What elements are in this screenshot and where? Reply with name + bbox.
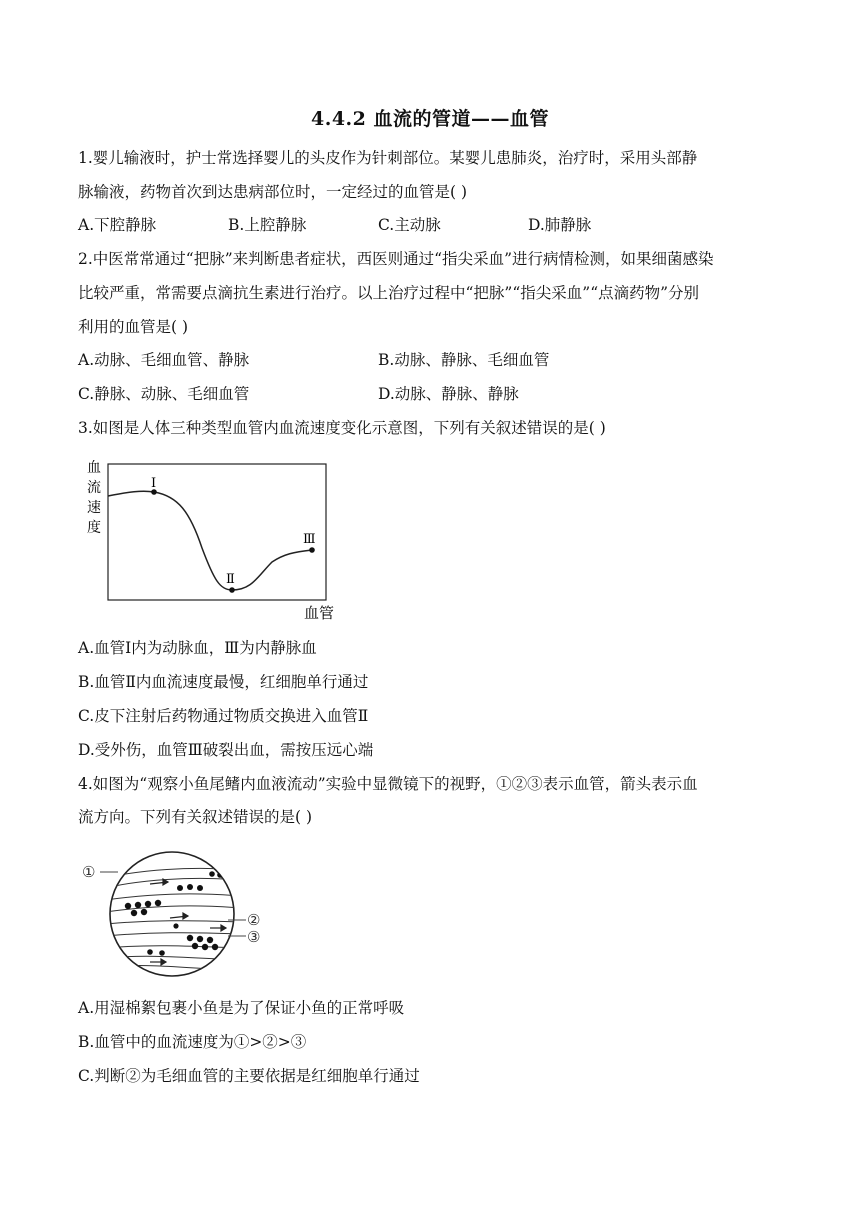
q1-option-b: B.上腔静脉 <box>228 216 307 234</box>
q1-option-d: D.肺静脉 <box>528 216 592 234</box>
point-ii <box>229 587 235 593</box>
q1-option-c: C.主动脉 <box>378 216 441 234</box>
speed-curve <box>108 491 312 590</box>
q3-option-a: A.血管Ⅰ内为动脉血，Ⅲ为内静脉血 <box>78 639 317 657</box>
label-i: Ⅰ <box>151 476 157 491</box>
microscope-field <box>110 852 234 976</box>
label-3: ③ <box>247 928 261 946</box>
q3-option-c: C.皮下注射后药物通过物质交换进入血管Ⅱ <box>78 707 369 725</box>
label-iii: Ⅲ <box>303 532 316 547</box>
q2-stem-line1: 2.中医常常通过“把脉”来判断患者症状，西医则通过“指尖采血”进行病情检测，如果细菌感染 <box>78 250 714 268</box>
q2-option-b: B.动脉、静脉、毛细血管 <box>378 351 550 369</box>
page-title: 4.4.2 血流的管道——血管 <box>310 108 549 130</box>
q4-stem-line2: 流方向。下列有关叙述错误的是( ) <box>78 808 313 826</box>
microscope-view-diagram <box>80 848 280 984</box>
q4-stem-line1: 4.如图为“观察小鱼尾鳍内血液流动”实验中显微镜下的视野，①②③表示血管，箭头表示血 <box>78 775 698 793</box>
blood-flow-speed-diagram <box>80 452 350 624</box>
q3-option-b: B.血管Ⅱ内血流速度最慢，红细胞单行通过 <box>78 673 369 691</box>
ylabel-char-1: 血 <box>87 460 101 476</box>
q1-option-a: A.下腔静脉 <box>78 216 157 234</box>
q3-stem-line1: 3.如图是人体三种类型血管内血流速度变化示意图，下列有关叙述错误的是( ) <box>78 419 606 437</box>
label-ii: Ⅱ <box>226 572 235 587</box>
q1-stem-line2: 脉输液，药物首次到达患病部位时，一定经过的血管是( ) <box>78 183 468 201</box>
q4-option-c: C.判断②为毛细血管的主要依据是红细胞单行通过 <box>78 1067 420 1085</box>
q4-option-a: A.用湿棉絮包裹小鱼是为了保证小鱼的正常呼吸 <box>78 999 405 1017</box>
xlabel: 血管 <box>304 604 335 622</box>
diagram-frame <box>108 464 326 600</box>
point-iii <box>309 547 315 553</box>
q4-option-b: B.血管中的血流速度为①>②>③ <box>78 1033 307 1051</box>
q2-option-d: D.动脉、静脉、静脉 <box>378 385 519 403</box>
q1-stem-line1: 1.婴儿输液时，护士常选择婴儿的头皮作为针刺部位。某婴儿患肺炎，治疗时，采用头部静 <box>78 149 698 167</box>
q3-option-d: D.受外伤，血管Ⅲ破裂出血，需按压远心端 <box>78 741 374 759</box>
label-2: ② <box>247 911 261 929</box>
ylabel-char-4: 度 <box>87 520 101 536</box>
q2-option-a: A.动脉、毛细血管、静脉 <box>78 351 250 369</box>
ylabel-char-3: 速 <box>87 500 101 516</box>
q2-option-c: C.静脉、动脉、毛细血管 <box>78 385 250 403</box>
q2-stem-line3: 利用的血管是( ) <box>78 318 189 336</box>
q2-stem-line2: 比较严重，常需要点滴抗生素进行治疗。以上治疗过程中“把脉”“指尖采血”“点滴药物”分别 <box>78 284 700 302</box>
ylabel-char-2: 流 <box>87 480 101 496</box>
label-1: ① <box>82 863 96 881</box>
